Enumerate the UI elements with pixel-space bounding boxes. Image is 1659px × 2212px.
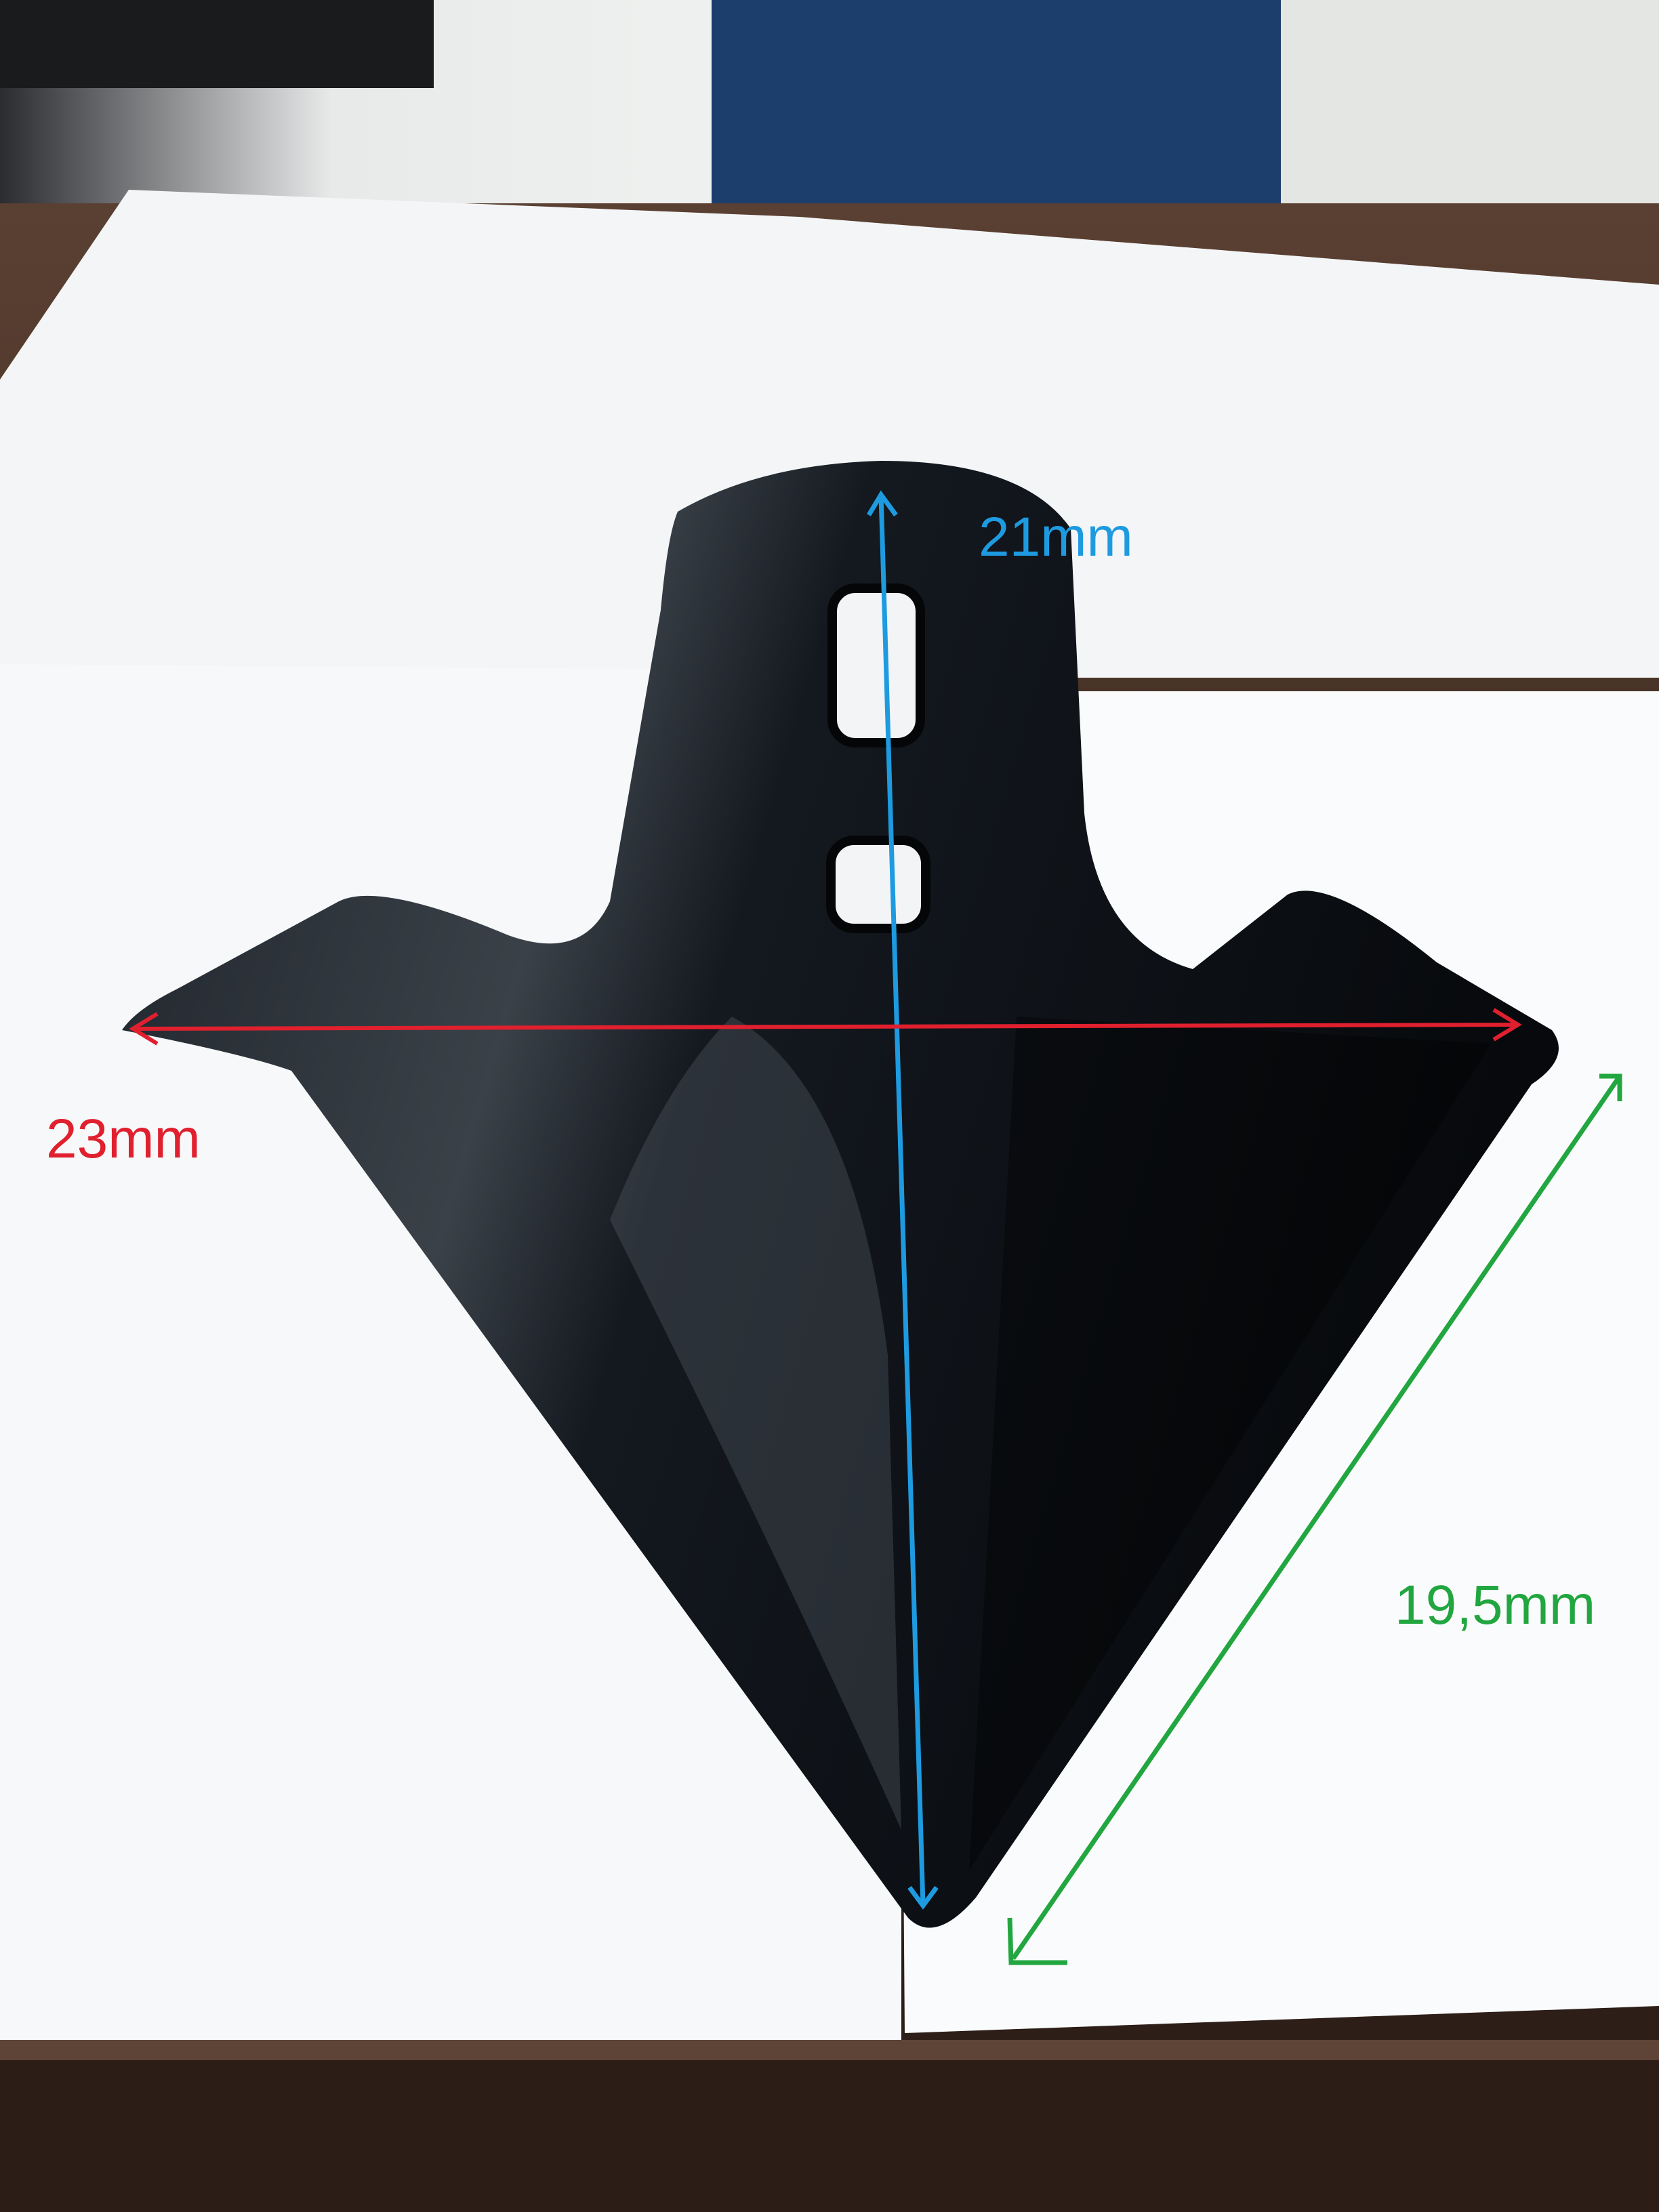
height-measurement-label: 21mm (979, 506, 1133, 568)
edge-measurement-label: 19,5mm (1395, 1574, 1596, 1636)
monitor-edge (0, 0, 434, 88)
table-front-edge (0, 2040, 1659, 2212)
width-measurement-label: 23mm (46, 1108, 201, 1170)
mounting-slot-upper (832, 588, 920, 743)
table-edge-highlight (0, 2040, 1659, 2060)
mounting-slot-lower (831, 840, 926, 928)
